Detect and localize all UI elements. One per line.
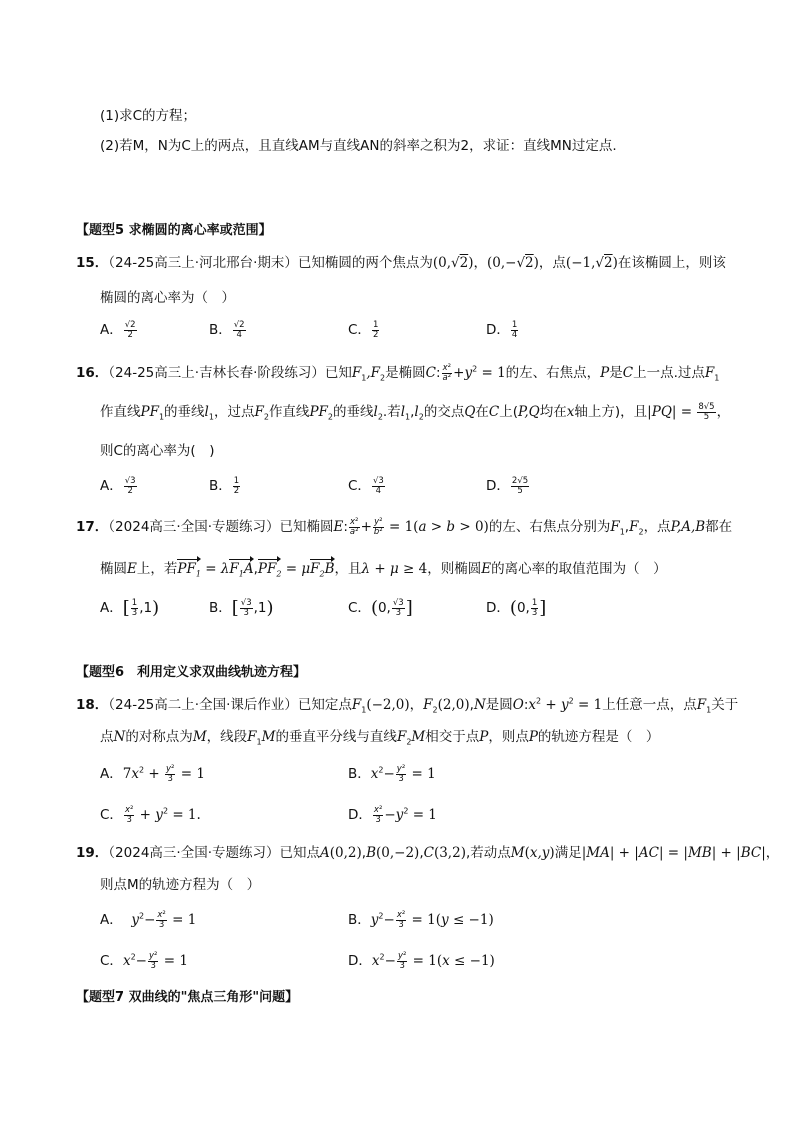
q17-option-c[interactable]: C．(0, $\frac{√3}{3}$ ] <box>348 597 413 619</box>
q17-option-d[interactable]: D．(0, $\frac{1}{3}$ ] <box>486 597 547 619</box>
q17-option-b[interactable]: B．[ $\frac{√3}{3}$ ,1) <box>209 597 274 619</box>
q15-option-a[interactable]: A． $\frac{√2}{2}$ <box>100 319 136 340</box>
q19-option-a[interactable]: A． $y^2-$ $\frac{\text{x²}}{3}$ = 1 <box>100 909 197 930</box>
section-heading-6: 【题型6 利用定义求双曲线轨迹方程】 <box>76 665 307 680</box>
q16-option-d[interactable]: D． $\frac{2√5}{5}$ <box>486 475 529 496</box>
question-16-line3: 则C的离心率为( ) <box>100 443 215 459</box>
question-18-line2: 点N的对称点为M，线段$F_1M$的垂直平分线与直线$F_2M$相交于点P，则点P的轨迹方程是（ ） <box>100 729 660 747</box>
q18-option-a[interactable]: A．$7x^2$ + $\frac{\text{y²}}{3}$ = 1 <box>100 763 205 784</box>
q18-option-b[interactable]: B．$x^2-$ $\frac{\text{y²}}{3}$ = 1 <box>348 763 436 784</box>
q14-part1: (1)求C的方程； <box>100 108 197 124</box>
section-heading-5: 【题型5 求椭圆的离心率或范围】 <box>76 223 272 238</box>
question-18: 18．（24-25高二上·全国·课后作业）已知定点$F_1(-2,0)$，$F_2(2,0),N$是圆$O:x^2 + y^2 = 1$上任意一点，点$F_1$关于 <box>76 696 739 715</box>
question-15-line2: 椭圆的离心率为（ ） <box>100 290 235 306</box>
question-17-line2: 椭圆E上，若$PF_1 = \lambda F_1A,PF_2 = \mu F_2B$，且λ + μ ≥ 4，则椭圆E的离心率的取值范围为（ ） <box>100 561 667 579</box>
q19-option-c[interactable]: C．$x^2-$ $\frac{\text{y²}}{3}$ = 1 <box>100 950 188 971</box>
question-19-line2: 则点M的轨迹方程为（ ） <box>100 877 261 893</box>
q16-option-a[interactable]: A． $\frac{√3}{2}$ <box>100 475 136 496</box>
q15-option-b[interactable]: B． $\frac{√2}{4}$ <box>209 319 245 340</box>
q18-option-c[interactable]: C． $\frac{\text{x²}}{3}$ + $y^2 = 1$. <box>100 804 201 825</box>
q16-option-b[interactable]: B． $\frac{1}{2}$ <box>209 475 240 496</box>
q19-option-b[interactable]: B．$y^2-$ $\frac{\text{x²}}{3}$ = 1(y ≤ −1) <box>348 909 494 930</box>
q15-option-c[interactable]: C． $\frac{1}{2}$ <box>348 319 379 340</box>
question-19: 19．（2024高三·全国·专题练习）已知点A(0,2),B(0,−2),C(3,2),若动点M(x,y)满足|MA| + |AC| = |MB| + |BC|， <box>76 845 780 861</box>
q18-option-d[interactable]: D． $\frac{\text{x²}}{3}$ $-y^2 = 1$ <box>348 804 437 825</box>
q19-option-d[interactable]: D．$x^2-$ $\frac{\text{y²}}{3}$ = 1(x ≤ −1) <box>348 950 495 971</box>
section-heading-7: 【题型7 双曲线的"焦点三角形"问题】 <box>76 990 299 1005</box>
q15-option-d[interactable]: D． $\frac{1}{4}$ <box>486 319 518 340</box>
question-17: 17．（2024高三·全国·专题练习）已知椭圆E: $\frac{\text{x²}}{\text{a²}}$ + $\frac{\text{y²}}{\text{b²}}$ = 1(a > b > 0)的左、右焦点分别为$F_1,F_2$，点P,A,B都在 <box>76 516 733 537</box>
q16-option-c[interactable]: C． $\frac{√3}{4}$ <box>348 475 384 496</box>
q14-part2: (2)若M，N为C上的两点，且直线AM与直线AN的斜率之积为2，求证：直线MN过定点. <box>100 138 617 154</box>
question-16: 16．（24-25高三上·吉林长春·阶段练习）已知$F_1,F_2$是椭圆C: $\frac{\text{x²}}{\text{a²}}$ $+y^2 = 1$的左、右焦点，P是C上一点.过点$F_1$ <box>76 362 720 383</box>
question-16-line2: 作直线$PF_1$的垂线$l_1$，过点$F_2$作直线$PF_2$的垂线$l_2$.若$l_1,l_2$的交点Q在C上(P,Q均在x轴上方)，且|PQ| = $\frac{8√5}{5}$ ， <box>100 401 731 422</box>
question-15: 15．（24-25高三上·河北邢台·期末）已知椭圆的两个焦点为(0,√2)，(0,−√2)，点(−1,√2)在该椭圆上，则该 <box>76 255 726 271</box>
q17-option-a[interactable]: A．[ $\frac{1}{3}$ ,1) <box>100 597 160 619</box>
